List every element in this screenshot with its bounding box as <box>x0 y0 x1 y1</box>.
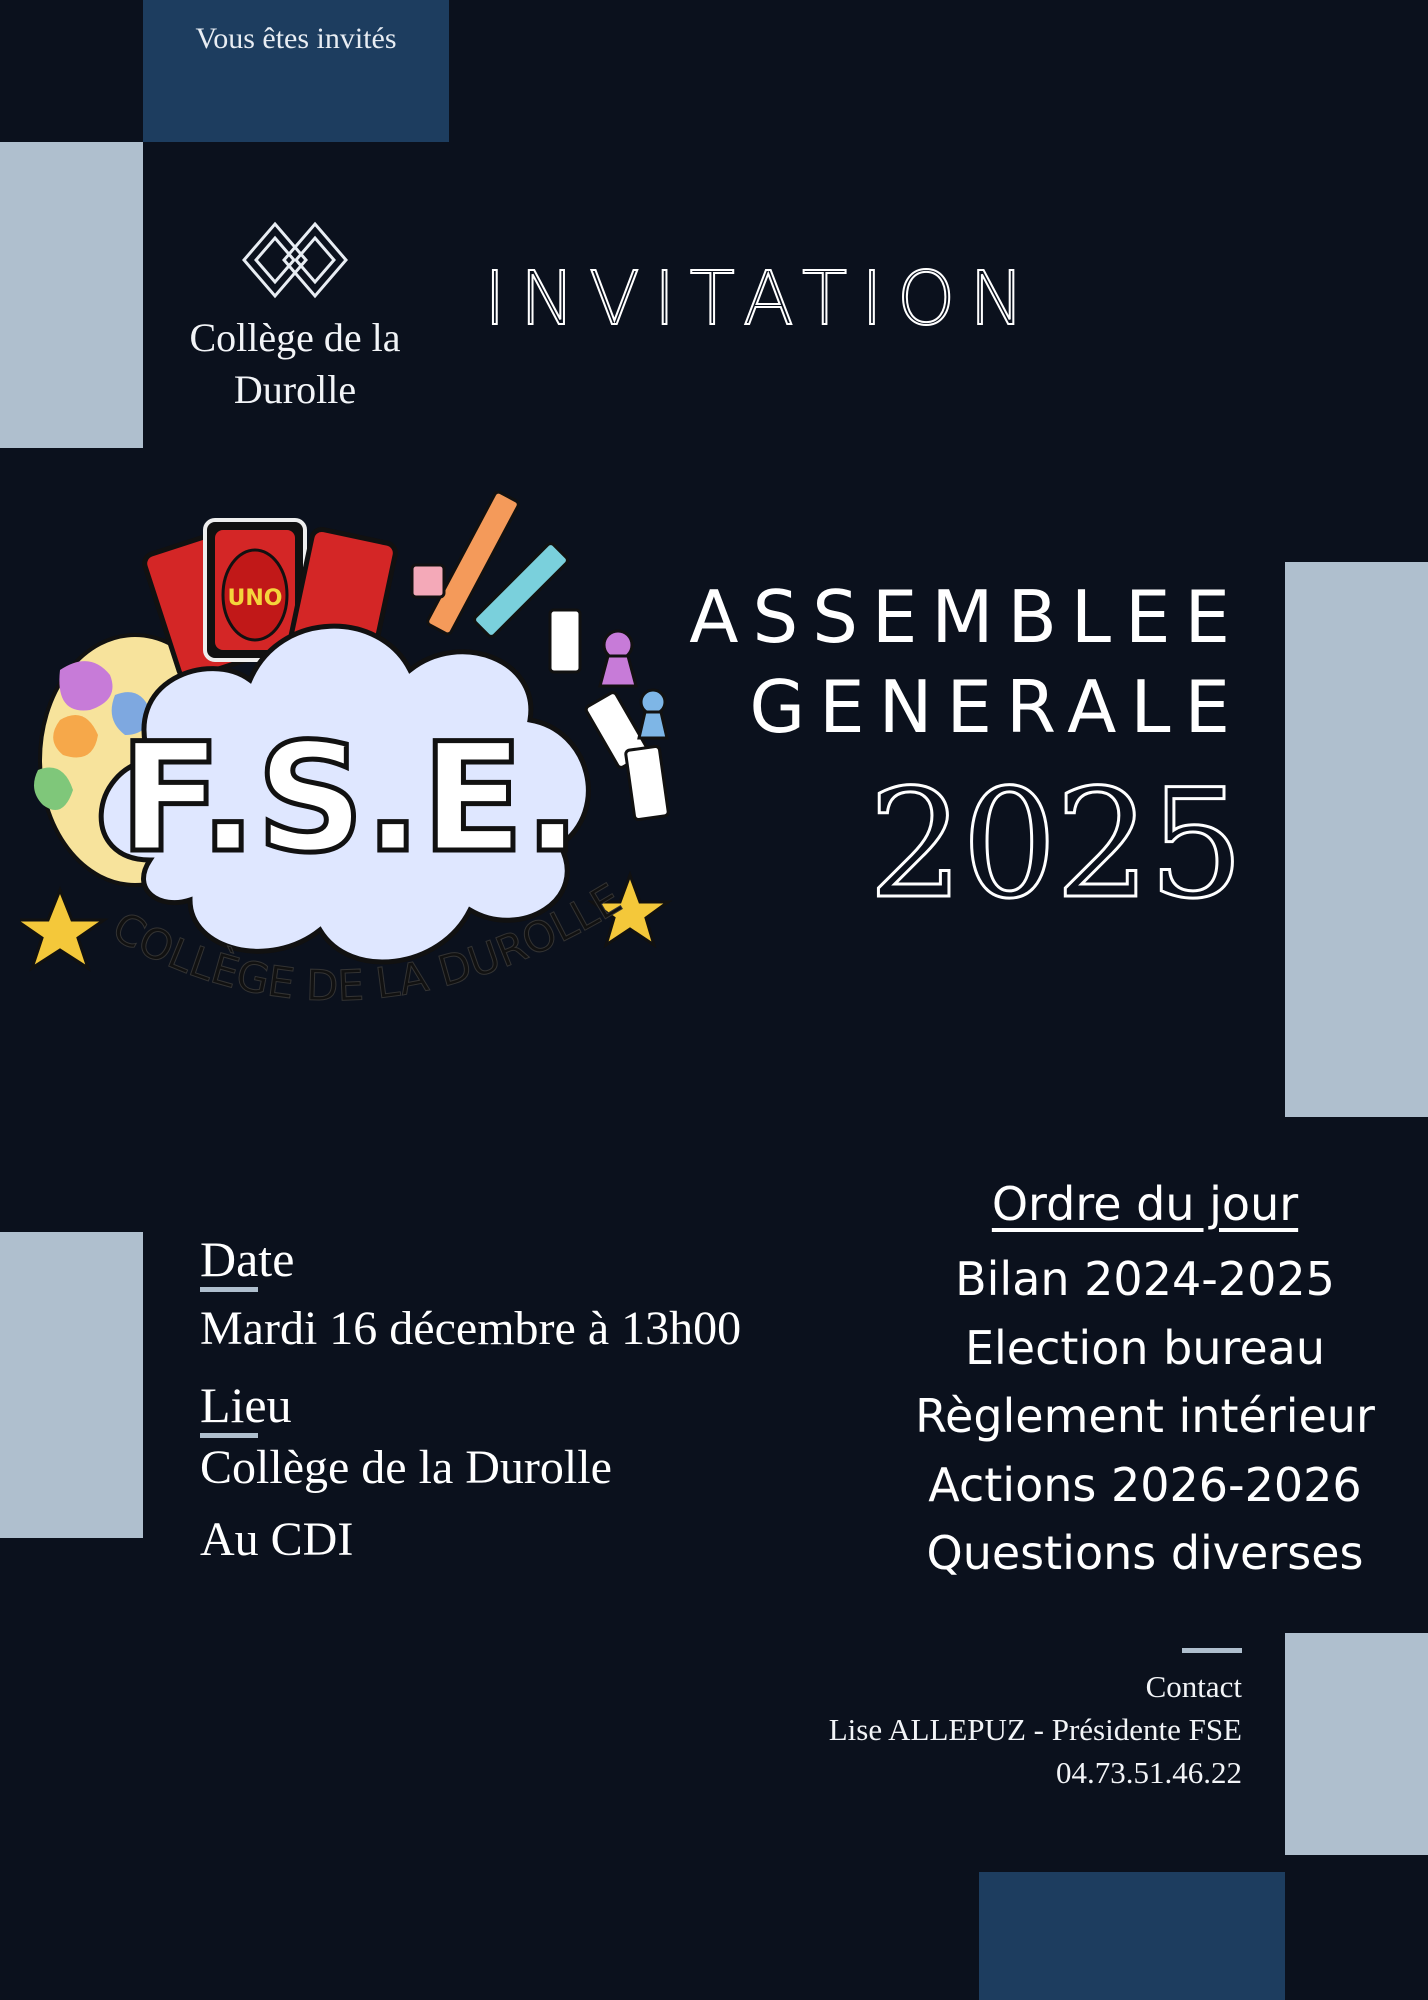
contact-label: Contact <box>1145 1669 1242 1704</box>
deco-block-bottom <box>979 1872 1285 2000</box>
event-title-line1: ASSEMBLEE <box>689 575 1244 659</box>
event-title <box>689 572 1244 752</box>
uno-card-label: UNO <box>227 586 283 611</box>
fse-main-text: F.S.E. <box>119 712 581 886</box>
school-name-line1: Collège de la <box>189 315 401 360</box>
agenda-item: Actions 2026-2026 <box>928 1457 1362 1512</box>
school-logo <box>170 220 420 416</box>
agenda-item: Election bureau <box>964 1320 1326 1375</box>
deco-block-right-mid <box>1285 562 1428 1117</box>
date-value: Mardi 16 décembre à 13h00 <box>200 1302 742 1355</box>
fse-arc-text: COLLÈGE DE LA DUROLLE <box>104 873 630 1011</box>
contact-name: Lise ALLEPUZ - Présidente FSE <box>828 1712 1242 1747</box>
deco-block-top-left <box>0 142 143 448</box>
invite-tag-text: Vous êtes invités <box>195 22 397 55</box>
place-line2: Au CDI <box>200 1513 354 1566</box>
event-year: 2025 <box>868 758 1242 932</box>
fse-logo <box>20 480 680 1060</box>
event-title-line2: GENERALE <box>749 665 1244 749</box>
agenda-item: Règlement intérieur <box>915 1389 1375 1443</box>
place-line1: Collège de la Durolle <box>200 1441 612 1494</box>
pencils-icon <box>412 491 569 638</box>
place-label: Lieu <box>200 1377 292 1433</box>
contact-phone: 04.73.51.46.22 <box>1056 1755 1242 1790</box>
school-name-line2: Durolle <box>233 367 357 412</box>
contact-block <box>829 1648 1242 1794</box>
invite-tag <box>143 0 449 142</box>
invitation-title: INVITATION <box>484 256 1039 342</box>
star-icon-left <box>20 890 104 968</box>
contact-divider <box>1182 1648 1242 1653</box>
agenda-title: Ordre du jour <box>991 1177 1299 1231</box>
date-label: Date <box>200 1231 295 1287</box>
deco-block-right-lower <box>1285 1633 1428 1855</box>
agenda-item: Questions diverses <box>926 1526 1364 1580</box>
agenda <box>880 1175 1410 1588</box>
agenda-item: Bilan 2024-2025 <box>955 1252 1335 1306</box>
deco-block-left-lower <box>0 1232 143 1538</box>
school-emblem-icon <box>240 220 350 304</box>
